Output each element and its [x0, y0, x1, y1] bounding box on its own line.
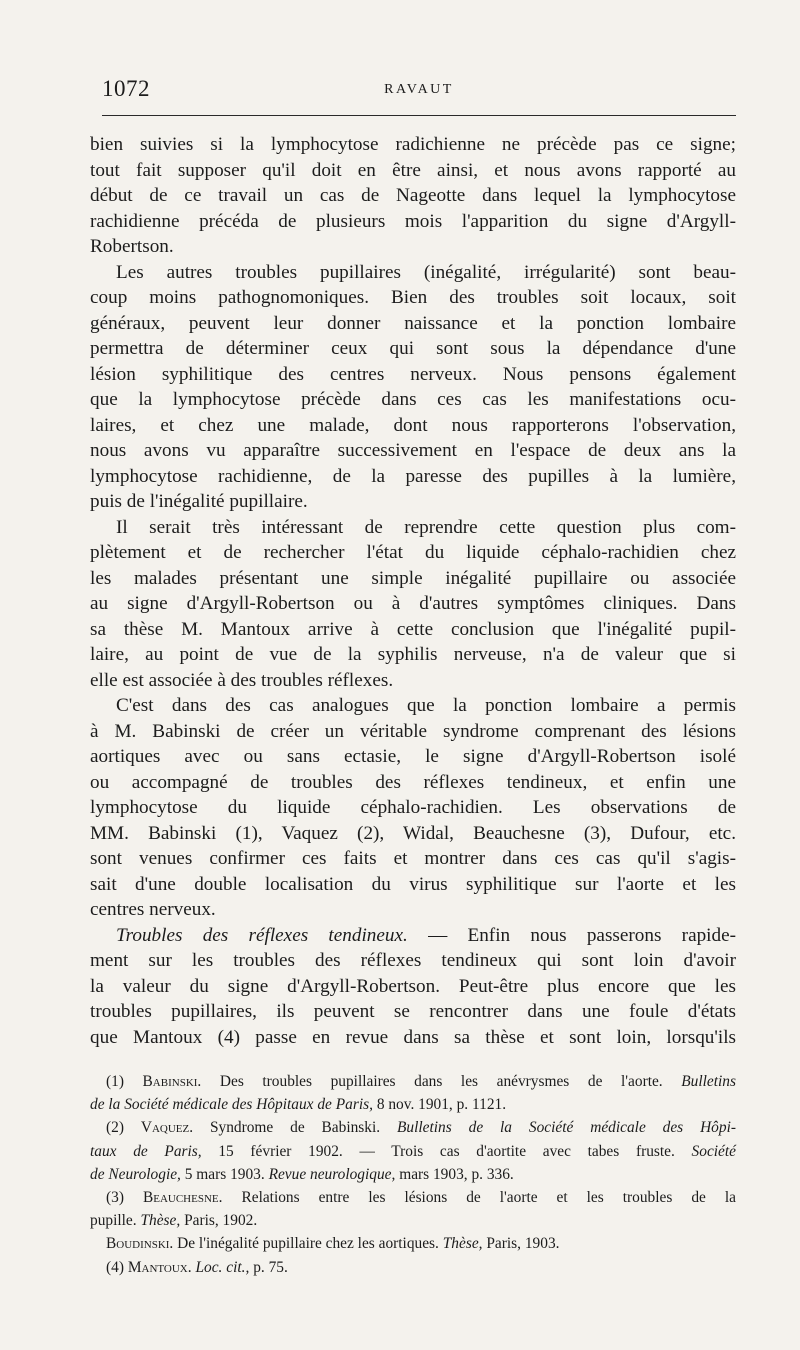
footnote-text: De l'inégalité pupillaire chez les aortiques. — [177, 1235, 439, 1253]
footnote-text: Syndrome de Babinski. — [209, 1119, 381, 1137]
text-line: ment sur les troubles des réflexes tendineux qui sont loin d'avoir — [90, 950, 736, 971]
footnote-text: Des troubles pupillaires dans les anévrysmes de l'aorte. — [219, 1073, 663, 1090]
footnote-1-cont — [90, 1093, 736, 1116]
footnote-text: p. 75. — [253, 1258, 288, 1276]
text-line: nous avons vu apparaître successivement en l'espace de deux ans la — [90, 440, 736, 461]
text-line: ou accompagné de troubles des réflexes tendineux, et enfin une — [90, 771, 736, 793]
footnote-author: Babinski. — [142, 1073, 202, 1090]
text-line: que la lymphocytose précède dans ces cas les manifestations ocu- — [90, 389, 736, 410]
footnotes — [90, 1070, 736, 1279]
footnote-text: Relations entre les lésions de l'aorte et les troubles de la — [241, 1188, 736, 1206]
main-text — [90, 132, 736, 1050]
section-heading-line — [90, 923, 736, 949]
footnote-journal: Bulletins de la Société médicale des Hôpi- — [397, 1119, 736, 1137]
text-segment: — Enfin nous passerons rapide- — [428, 924, 737, 946]
footnote-these: Thèse, — [442, 1235, 483, 1253]
text-line: rachidienne précéda de plusieurs mois l'apparition du signe d'Argyll- — [90, 210, 736, 232]
text-line: aortiques avec ou sans ectasie, le signe d'Argyll-Robertson isolé — [90, 746, 736, 767]
footnote-text: 8 nov. 1901, p. 1121. — [376, 1096, 507, 1114]
footnote-label: (4) — [106, 1258, 124, 1276]
footnote-journal: Bulletins — [681, 1073, 736, 1090]
footnote-text: 5 mars 1903. — [184, 1165, 265, 1183]
text-line: sait d'une double localisation du virus syphilitique sur l'aorte et les — [90, 873, 736, 895]
footnote-2-cont — [90, 1163, 736, 1186]
text-line: coup moins pathognomoniques. Bien des troubles soit locaux, soit — [90, 287, 736, 308]
text-line: sa thèse M. Mantoux arrive à cette conclusion que l'inégalité pupil- — [90, 618, 736, 640]
text-line: au signe d'Argyll-Robertson ou à d'autres symptômes cliniques. Dans — [90, 593, 736, 614]
text-line: que Mantoux (4) passe en revue dans sa thèse et sont loin, lorsqu'ils — [90, 1026, 736, 1048]
header-rule — [102, 115, 736, 116]
footnote-3-cont — [90, 1209, 736, 1232]
text-line: lésion syphilitique des centres nerveux. Nous pensons également — [90, 363, 736, 385]
running-title: RAVAUT — [384, 82, 454, 97]
footnote-author: Vaquez. — [140, 1119, 194, 1137]
footnote-label: (3) — [106, 1188, 124, 1206]
footnote-journal: de la Société médicale des Hôpitaux de Paris, — [90, 1096, 373, 1114]
text-line: laire, au point de vue de la syphilis nerveuse, n'a de valeur que si — [90, 644, 736, 665]
footnote-2 — [90, 1116, 736, 1139]
footnote-loc: Loc. cit., — [195, 1258, 250, 1276]
text-line: Il serait très intéressant de reprendre cette question plus com- — [116, 516, 736, 538]
text-line: bien suivies si la lymphocytose radichienne ne précède pas ce signe; — [90, 134, 736, 155]
footnote-journal: de Neurologie, — [90, 1165, 181, 1183]
text-line: puis de l'inégalité pupillaire. — [90, 491, 308, 512]
footnote-label: (2) — [106, 1119, 124, 1137]
footnote-text: pupille. — [90, 1212, 137, 1230]
page-header — [102, 76, 736, 102]
footnote-journal: Société — [691, 1142, 736, 1160]
text-line: Robertson. — [90, 236, 174, 257]
footnote-2-cont — [90, 1140, 736, 1163]
footnote-3 — [90, 1186, 736, 1209]
text-line: plètement et de rechercher l'état du liquide céphalo-rachidien chez — [90, 542, 736, 563]
text-line: laires, et chez une malade, dont nous rapporterons l'observation, — [90, 414, 736, 436]
footnote-label: (1) — [106, 1073, 124, 1090]
text-line: MM. Babinski (1), Vaquez (2), Widal, Beauchesne (3), Dufour, etc. — [90, 822, 736, 844]
text-line: C'est dans des cas analogues que la ponction lombaire a permis — [116, 695, 736, 716]
section-heading: Troubles des réflexes tendineux. — [116, 924, 408, 946]
footnote-1 — [90, 1070, 736, 1093]
footnote-text: 15 février 1902. — Trois cas d'aortite avec tabes fruste. — [218, 1142, 675, 1160]
text-line: généraux, peuvent leur donner naissance et la ponction lombaire — [90, 312, 736, 334]
footnote-author: Boudinski. — [106, 1235, 174, 1253]
text-line: lymphocytose du liquide céphalo-rachidien. Les observations de — [90, 797, 736, 818]
text-line: troubles pupillaires, ils peuvent se rencontrer dans une foule d'états — [90, 1001, 736, 1022]
text-line: centres nerveux. — [90, 899, 216, 920]
footnote-journal: taux de Paris, — [90, 1142, 202, 1160]
footnote-text: Paris, 1902. — [184, 1212, 258, 1230]
footnote-text: Paris, 1903. — [486, 1235, 560, 1253]
text-line: la valeur du signe d'Argyll-Robertson. Peut-être plus encore que les — [90, 975, 736, 997]
footnote-author: Mantoux. — [127, 1258, 192, 1276]
footnote-author: Beauchesne. — [142, 1188, 223, 1206]
footnote-4 — [90, 1256, 736, 1279]
footnote-3b — [90, 1232, 736, 1255]
text-line: permettra de déterminer ceux qui sont sous la dépendance d'une — [90, 338, 736, 359]
text-line: sont venues confirmer ces faits et montrer dans ces cas qu'il s'agis- — [90, 848, 736, 869]
text-line: elle est associée à des troubles réflexes. — [90, 669, 394, 691]
footnote-these: Thèse, — [140, 1212, 181, 1230]
text-line: tout fait supposer qu'il doit en être ainsi, et nous avons rapporté au — [90, 159, 736, 181]
text-line: début de ce travail un cas de Nageotte dans lequel la lymphocytose — [90, 185, 736, 206]
text-line: les malades présentant une simple inégalité pupillaire ou associée — [90, 567, 736, 589]
footnote-text: mars 1903, p. 336. — [399, 1165, 514, 1183]
text-line: à M. Babinski de créer un véritable syndrome comprenant des lésions — [90, 720, 736, 742]
page-number: 1072 — [102, 76, 150, 101]
text-line: Les autres troubles pupillaires (inégalité, irrégularité) sont beau- — [116, 261, 736, 283]
text-line: lymphocytose rachidienne, de la paresse des pupilles à la lumière, — [90, 465, 736, 487]
footnote-journal: Revue neurologique, — [268, 1165, 396, 1183]
